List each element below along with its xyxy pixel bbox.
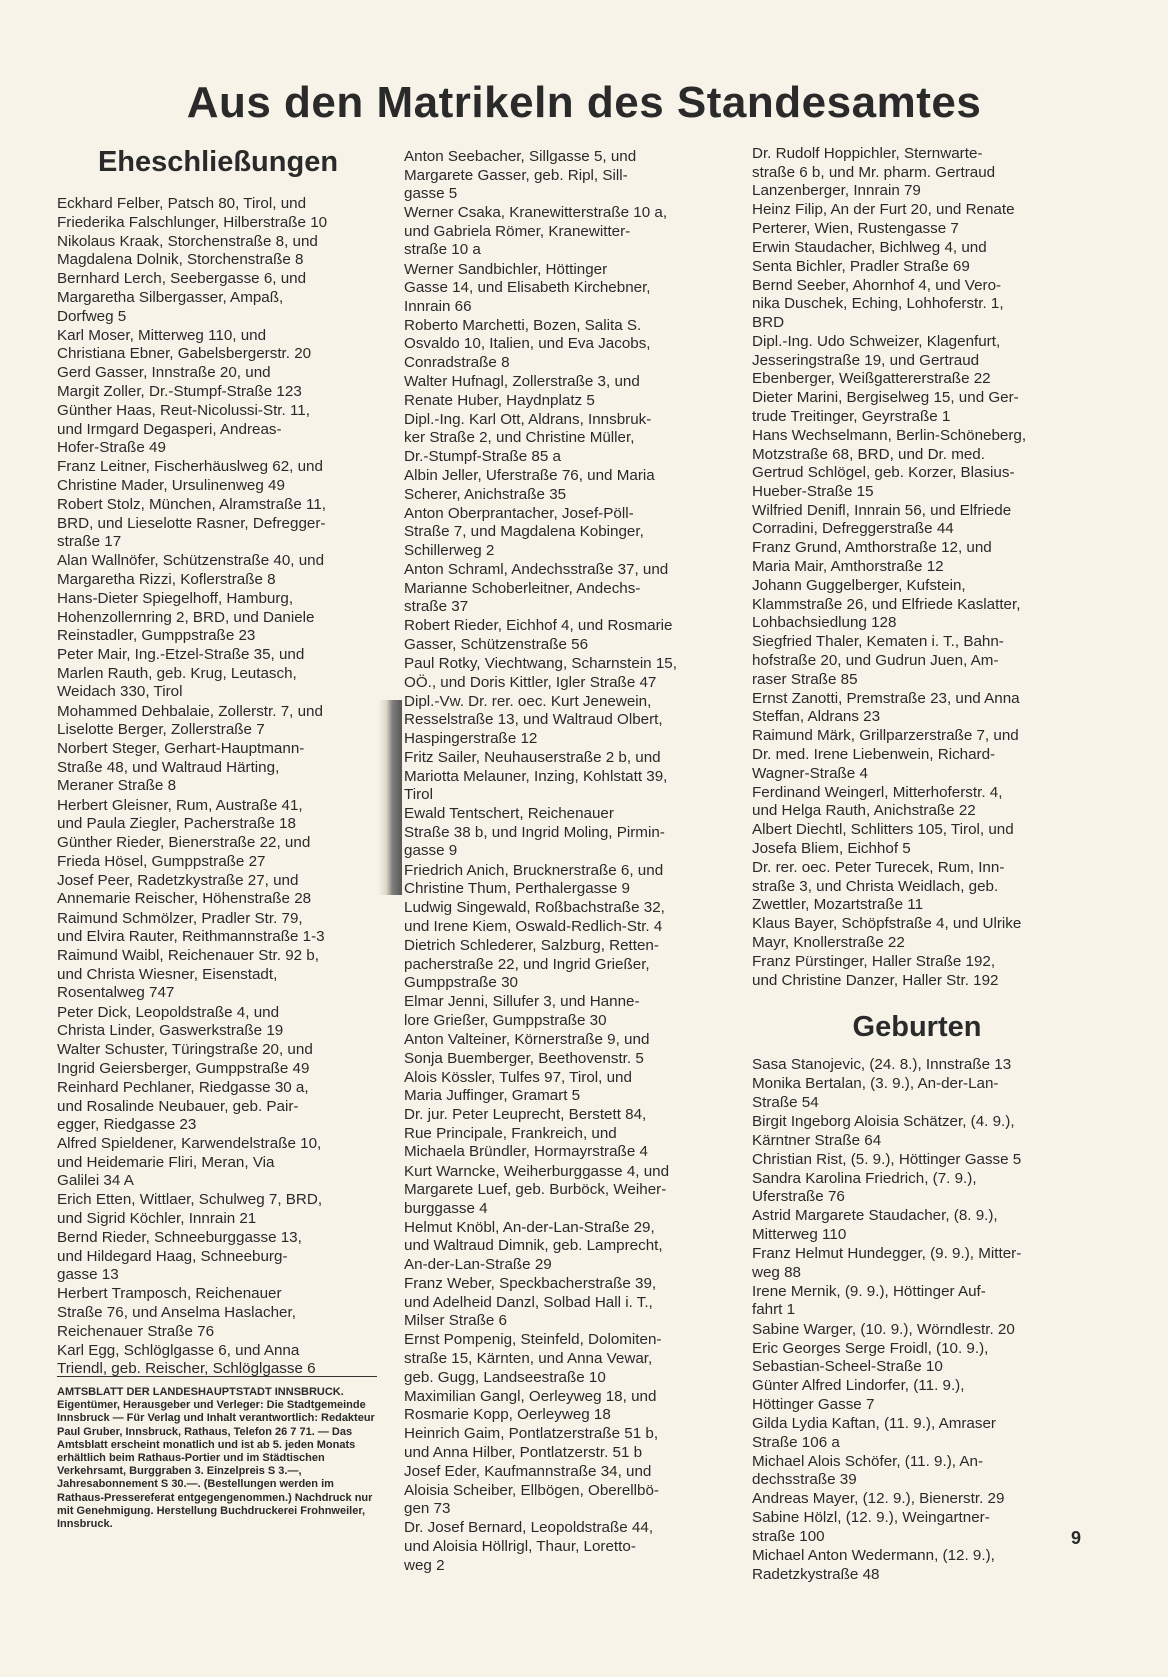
imprint-notice: AMTSBLATT DER LANDESHAUPTSTADT INNSBRUCK. Eigentümer, Herausgeber und Verleger: Die Stadtgemeinde Innsbruck — Für Verlag und Inhalt verantwortlich: Redakteur Paul Gruber, Innsbruck, Rathaus, Telefon 26 7 71. — Das Amtsblatt erscheint monatlich und ist ab 5. jeden Monats erhältlich beim Rathaus-Portier und im Städtischen Verkehrsamt, Burggraben 3. Einzelpreis S 3.—, Jahresabonnement S 30.—. (Bestellungen werden im Rathaus-Pressereferat entgegengenommen.) Nachdruck nur mit Genehmigung. Herstellung Buchdruckerei Frohnweiler, Innsbruck. xyxy=(57,1376,377,1531)
marriage-entry: Hans Wechselmann, Berlin-Schöneberg, Motzstraße 68, BRD, und Dr. med. Gertrud Schlögel, geb. Korzer, Blasius- Hueber-Straße 15 xyxy=(752,426,1027,500)
marriage-entry: Maximilian Gangl, Oerleyweg 18, und Rosmarie Kopp, Oerleyweg 18 xyxy=(404,1387,657,1424)
marriage-entry: Johann Guggelberger, Kufstein, Klammstraße 26, und Elfriede Kaslatter, Lohbachsiedlung 128 xyxy=(752,577,1021,632)
birth-entry: Sandra Karolina Friedrich, (7. 9.), Uferstraße 76 xyxy=(752,1169,977,1206)
marriage-list xyxy=(404,148,720,1575)
birth-entry: Gilda Lydia Kaftan, (11. 9.), Amraser Straße 106 a xyxy=(752,1415,996,1451)
marriage-entry: Roberto Marchetti, Bozen, Salita S. Osvaldo 10, Italien, und Eva Jacobs, Conradstraße 8 xyxy=(404,316,651,372)
marriage-entry: Eckhard Felber, Patsch 80, Tirol, und Friederika Falschlunger, Hilberstraße 10 xyxy=(57,195,328,231)
marriage-entry: Ferdinand Weingerl, Mitterhoferstr. 4, und Helga Rauth, Anichstraße 22 xyxy=(752,783,1003,820)
column-middle xyxy=(404,148,720,1576)
marriage-entry: Anton Seebacher, Sillgasse 5, und Margarete Gasser, geb. Ripl, Sill- gasse 5 xyxy=(404,148,637,203)
birth-entry: Christian Rist, (5. 9.), Höttinger Gasse 5 xyxy=(752,1150,1022,1168)
marriage-entry: Franz Pürstinger, Haller Straße 192, und Christine Danzer, Haller Str. 192 xyxy=(752,953,999,989)
marriage-entry: Walter Hufnagl, Zollerstraße 3, und Renate Huber, Haydnplatz 5 xyxy=(404,373,640,409)
marriage-entry: Anton Schraml, Andechsstraße 37, und Marianne Schoberleitner, Andechs- straße 37 xyxy=(404,561,669,616)
marriage-entry: Peter Mair, Ing.-Etzel-Straße 35, und Marlen Rauth, geb. Krug, Leutasch, Weidach 330, Tirol xyxy=(57,646,305,701)
marriage-entry: Reinhard Pechlaner, Riedgasse 30 a, und Rosalinde Neubauer, geb. Pair- egger, Riedgasse 23 xyxy=(57,1078,309,1134)
marriage-entry: Karl Egg, Schlöglgasse 6, und Anna Triendl, geb. Reischer, Schlöglgasse 6 xyxy=(57,1341,316,1378)
birth-entry: Astrid Margarete Staudacher, (8. 9.), Mitterweg 110 xyxy=(752,1207,998,1244)
marriage-entry: Anton Valteiner, Körnerstraße 9, und Sonja Buemberger, Beethovenstr. 5 xyxy=(404,1030,650,1067)
marriage-entry: Robert Stolz, München, Alramstraße 11, BRD, und Lieselotte Rasner, Defregger- straße 17 xyxy=(57,496,326,551)
birth-entry: Michael Anton Wedermann, (12. 9.), Radetzkystraße 48 xyxy=(752,1547,995,1583)
marriage-entry: Josef Eder, Kaufmannstraße 34, und Aloisia Scheiber, Ellbögen, Oberellbö- gen 73 xyxy=(404,1463,659,1518)
marriage-entry: Mohammed Dehbalaie, Zollerstr. 7, und Liselotte Berger, Zollerstraße 7 xyxy=(57,702,323,739)
birth-entry: Eric Georges Serge Froidl, (10. 9.), Sebastian-Scheel-Straße 10 xyxy=(752,1339,989,1376)
marriage-entry: Albert Diechtl, Schlitters 105, Tirol, und Josefa Bliem, Eichhof 5 xyxy=(752,821,1014,857)
marriage-entry: Günther Haas, Reut-Nicolussi-Str. 11, und Irmgard Degasperi, Andreas- Hofer-Straße 49 xyxy=(57,402,310,457)
marriage-entry: Franz Grund, Amthorstraße 12, und Maria Mair, Amthorstraße 12 xyxy=(752,539,992,576)
marriage-entry: Dr. Josef Bernard, Leopoldstraße 44, und Aloisia Höllrigl, Thaur, Loretto- weg 2 xyxy=(404,1519,654,1574)
page-number: 9 xyxy=(1070,1528,1081,1548)
section-heading-eheschliessungen: Eheschließungen xyxy=(97,146,339,178)
marriage-entry: Günther Rieder, Bienerstraße 22, und Frieda Hösel, Gumppstraße 27 xyxy=(57,834,311,870)
marriage-entry: Anton Oberprantacher, Josef-Pöll- Straße 7, und Magdalena Kobinger, Schillerweg 2 xyxy=(404,504,644,559)
marriage-entry: Wilfried Denifl, Innrain 56, und Elfriede Corradini, Defreggerstraße 44 xyxy=(752,501,1012,538)
marriage-entry: Paul Rotky, Viechtwang, Scharnstein 15, OÖ., und Doris Kittler, Igler Straße 47 xyxy=(404,655,677,691)
marriage-entry: Klaus Bayer, Schöpfstraße 4, und Ulrike Mayr, Knollerstraße 22 xyxy=(752,915,1022,951)
marriage-entry: Josef Peer, Radetzkystraße 27, und Annemarie Reischer, Höhenstraße 28 xyxy=(57,871,312,908)
marriage-entry: Dipl.-Vw. Dr. rer. oec. Kurt Jenewein, Resselstraße 13, und Waltraud Olbert, Haspingerstraße 12 xyxy=(404,692,663,747)
marriage-entry: Dr. Rudolf Hoppichler, Sternwarte- straße 6 b, und Mr. pharm. Gertraud Lanzenberger, Innrain 79 xyxy=(752,145,996,200)
birth-entry: Irene Mernik, (9. 9.), Höttinger Auf- fahrt 1 xyxy=(752,1282,986,1319)
marriage-entry: Raimund Märk, Grillparzerstraße 7, und Dr. med. Irene Liebenwein, Richard- Wagner-Straße 4 xyxy=(752,727,1019,782)
marriage-entry: Dr. rer. oec. Peter Turecek, Rum, Inn- straße 3, und Christa Weidlach, geb. Zwettler, Mozartstraße 11 xyxy=(752,859,1005,914)
marriage-entry: Ernst Pompenig, Steinfeld, Dolomiten- straße 15, Kärnten, und Anna Vewar, geb. Gugg, Landseestraße 10 xyxy=(404,1331,662,1386)
birth-entry: Sabine Hölzl, (12. 9.), Weingartner- straße 100 xyxy=(752,1509,990,1546)
marriage-entry: Bernhard Lerch, Seebergasse 6, und Margaretha Silbergasser, Ampaß, Dorfweg 5 xyxy=(57,270,307,325)
page-title: Aus den Matrikeln des Standesamtes xyxy=(186,78,982,127)
marriage-list xyxy=(57,195,379,1379)
marriage-entry: Walter Schuster, Türingstraße 20, und Ingrid Geiersberger, Gumppstraße 49 xyxy=(57,1041,313,1077)
marriage-entry: Bernd Seeber, Ahornhof 4, und Vero- nika Duschek, Eching, Lohhoferstr. 1, BRD xyxy=(752,276,1004,331)
marriage-entry: Ludwig Singewald, Roßbachstraße 32, und Irene Kiem, Oswald-Redlich-Str. 4 xyxy=(404,899,665,935)
marriage-entry: Alois Kössler, Tulfes 97, Tirol, und Maria Juffinger, Gramart 5 xyxy=(404,1068,632,1105)
marriage-entry: Siegfried Thaler, Kematen i. T., Bahn- hofstraße 20, und Gudrun Juen, Am- raser Straße 85 xyxy=(752,633,1004,688)
marriage-entry: Hans-Dieter Spiegelhoff, Hamburg, Hohenzollernring 2, BRD, und Daniele Reinstadler, Gumppstraße 23 xyxy=(57,589,315,645)
marriage-entry: Herbert Gleisner, Rum, Austraße 41, und Paula Ziegler, Pacherstraße 18 xyxy=(57,796,303,833)
marriage-entry: Raimund Waibl, Reichenauer Str. 92 b, und Christa Wiesner, Eisenstadt, Rosentalweg 747 xyxy=(57,947,319,1002)
birth-entry: Michael Alois Schöfer, (11. 9.), An- dechsstraße 39 xyxy=(752,1452,984,1489)
birth-entry: Sabine Warger, (10. 9.), Wörndlestr. 20 xyxy=(752,1320,1015,1338)
marriage-entry: Alfred Spieldener, Karwendelstraße 10, und Heidemarie Fliri, Meran, Via Galilei 34 A xyxy=(57,1135,322,1190)
marriage-entry: Kurt Warncke, Weiherburggasse 4, und Margarete Luef, geb. Burböck, Weiher- burggasse 4 xyxy=(404,1162,670,1217)
marriage-entry: Norbert Steger, Gerhart-Hauptmann- Straße 48, und Waltraud Härting, Meraner Straße 8 xyxy=(57,740,305,795)
marriage-entry: Werner Csaka, Kranewitterstraße 10 a, und Gabriela Römer, Kranewitter- straße 10 a xyxy=(404,204,668,259)
marriage-entry: Franz Weber, Speckbacherstraße 39, und Adelheid Danzl, Solbad Hall i. T., Milser Straße 6 xyxy=(404,1275,657,1330)
section-heading-geburten: Geburten xyxy=(852,1011,982,1044)
birth-entry: Franz Helmut Hundegger, (9. 9.), Mitter- weg 88 xyxy=(752,1245,1022,1281)
marriage-entry: Dietrich Schlederer, Salzburg, Retten- pacherstraße 22, und Ingrid Grießer, Gumppstraße 30 xyxy=(404,936,659,992)
marriage-entry: Alan Wallnöfer, Schützenstraße 40, und Margaretha Rizzi, Koflerstraße 8 xyxy=(57,552,325,588)
birth-entry: Sasa Stanojevic, (24. 8.), Innstraße 13 xyxy=(752,1056,1012,1074)
marriage-entry: Werner Sandbichler, Höttinger Gasse 14, und Elisabeth Kirchebner, Innrain 66 xyxy=(404,260,651,315)
marriage-entry: Dieter Marini, Bergiselweg 15, und Ger- trude Treitinger, Geyrstraße 1 xyxy=(752,389,1019,425)
marriage-entry: Heinz Filip, An der Furt 20, und Renate Perterer, Wien, Rustengasse 7 xyxy=(752,201,1015,237)
marriage-list xyxy=(752,145,1082,990)
marriage-entry: Dr. jur. Peter Leuprecht, Berstett 84, Rue Principale, Frankreich, und Michaela Bründler, Hormayrstraße 4 xyxy=(404,1106,648,1161)
marriage-entry: Fritz Sailer, Neuhauserstraße 2 b, und Mariotta Melauner, Inzing, Kohlstatt 39, Tirol xyxy=(404,749,668,804)
birth-entry: Andreas Mayer, (12. 9.), Bienerstr. 29 xyxy=(752,1490,1005,1508)
marriage-entry: Nikolaus Kraak, Storchenstraße 8, und Magdalena Dolnik, Storchenstraße 8 xyxy=(57,232,318,269)
marriage-entry: Erwin Staudacher, Bichlweg 4, und Senta Bichler, Pradler Straße 69 xyxy=(752,238,987,275)
birth-entry: Günter Alfred Lindorfer, (11. 9.), Höttinger Gasse 7 xyxy=(752,1377,965,1413)
birth-entry: Monika Bertalan, (3. 9.), An-der-Lan- Straße 54 xyxy=(752,1075,999,1111)
marriage-entry: Albin Jeller, Uferstraße 76, und Maria Scherer, Anichstraße 35 xyxy=(404,467,655,503)
marriage-entry: Ewald Tentschert, Reichenauer Straße 38 b, und Ingrid Moling, Pirmin- gasse 9 xyxy=(404,805,665,860)
marriage-entry: Robert Rieder, Eichhof 4, und Rosmarie Gasser, Schützenstraße 56 xyxy=(404,617,673,653)
marriage-entry: Ernst Zanotti, Premstraße 23, und Anna Steffan, Aldrans 23 xyxy=(752,689,1020,726)
marriage-entry: Heinrich Gaim, Pontlatzerstraße 51 b, und Anna Hilber, Pontlatzerstr. 51 b xyxy=(404,1425,659,1461)
binding-shadow xyxy=(378,700,402,895)
birth-entry: Birgit Ingeborg Aloisia Schätzer, (4. 9.), Kärntner Straße 64 xyxy=(752,1113,1015,1149)
birth-list xyxy=(752,1056,1082,1584)
marriage-entry: Herbert Tramposch, Reichenauer Straße 76, und Anselma Haslacher, Reichenauer Straße 76 xyxy=(57,1285,296,1340)
marriage-entry: Peter Dick, Leopoldstraße 4, und Christa Linder, Gaswerkstraße 19 xyxy=(57,1003,284,1040)
marriage-entry: Raimund Schmölzer, Pradler Str. 79, und Elvira Rauter, Reithmannstraße 1-3 xyxy=(57,909,325,946)
marriage-entry: Franz Leitner, Fischerhäuslweg 62, und Christine Mader, Ursulinenweg 49 xyxy=(57,458,323,494)
marriage-entry: Bernd Rieder, Schneeburggasse 13, und Hildegard Haag, Schneeburg- gasse 13 xyxy=(57,1229,302,1284)
marriage-entry: Dipl.-Ing. Udo Schweizer, Klagenfurt, Jesseringstraße 19, und Gertraud Ebenberger, Weißgattererstraße 22 xyxy=(752,332,1001,388)
marriage-entry: Elmar Jenni, Sillufer 3, und Hanne- lore Grießer, Gumppstraße 30 xyxy=(404,993,640,1029)
column-right xyxy=(752,145,1082,1585)
marriage-entry: Helmut Knöbl, An-der-Lan-Straße 29, und Waltraud Dimnik, geb. Lamprecht, An-der-Lan-Straße 29 xyxy=(404,1218,663,1274)
marriage-entry: Gerd Gasser, Innstraße 20, und Margit Zoller, Dr.-Stumpf-Straße 123 xyxy=(57,364,302,400)
marriage-entry: Dipl.-Ing. Karl Ott, Aldrans, Innsbruk- ker Straße 2, und Christine Müller, Dr.-Stumpf-Straße 85 a xyxy=(404,410,652,465)
marriage-entry: Karl Moser, Mitterweg 110, und Christiana Ebner, Gabelsbergerstr. 20 xyxy=(57,326,312,363)
column-left xyxy=(57,145,379,1379)
marriage-entry: Friedrich Anich, Brucknerstraße 6, und Christine Thum, Perthalergasse 9 xyxy=(404,861,664,898)
marriage-entry: Erich Etten, Wittlaer, Schulweg 7, BRD, und Sigrid Köchler, Innrain 21 xyxy=(57,1191,323,1228)
